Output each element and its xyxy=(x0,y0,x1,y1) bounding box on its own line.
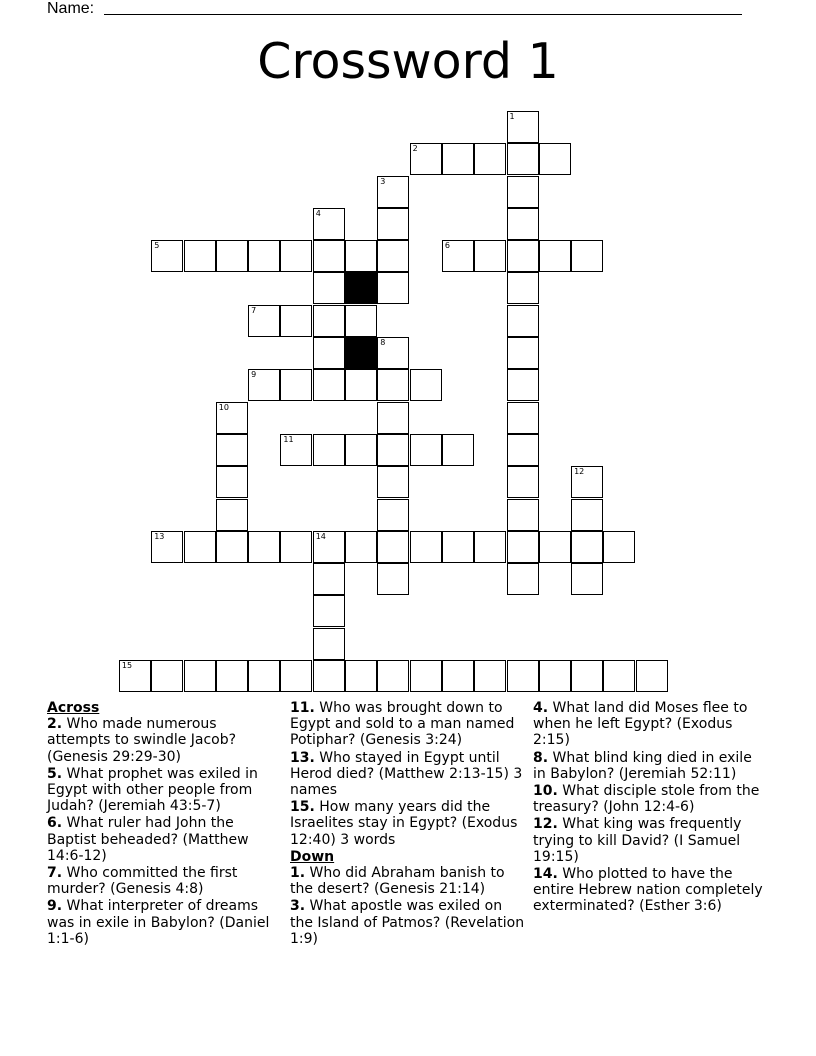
grid-cell[interactable] xyxy=(539,531,571,563)
grid-cell[interactable] xyxy=(636,660,668,692)
grid-cell[interactable] xyxy=(507,434,539,466)
grid-cell[interactable] xyxy=(571,466,603,498)
grid-cell[interactable] xyxy=(151,531,183,563)
grid-cell[interactable] xyxy=(313,434,345,466)
grid-cell[interactable] xyxy=(248,531,280,563)
grid-cell[interactable] xyxy=(377,531,409,563)
grid-cell[interactable] xyxy=(377,369,409,401)
grid-cell[interactable] xyxy=(507,337,539,369)
black-cell xyxy=(345,272,377,304)
section-heading-across: Across xyxy=(47,700,100,716)
clue-item xyxy=(533,783,769,815)
clue-item-number: 13. xyxy=(290,749,315,766)
grid-cell[interactable] xyxy=(507,143,539,175)
grid-cell[interactable] xyxy=(313,563,345,595)
grid-cell[interactable] xyxy=(216,466,248,498)
grid-cell[interactable] xyxy=(216,531,248,563)
grid-cell[interactable] xyxy=(184,240,216,272)
grid-cell[interactable] xyxy=(539,143,571,175)
grid-cell[interactable] xyxy=(442,143,474,175)
grid-cell[interactable] xyxy=(377,563,409,595)
grid-cell[interactable] xyxy=(474,660,506,692)
clue-item-number: 1. xyxy=(290,865,306,882)
grid-cell[interactable] xyxy=(313,337,345,369)
grid-cell[interactable] xyxy=(410,143,442,175)
clues-column-3 xyxy=(533,700,769,916)
grid-cell[interactable] xyxy=(377,176,409,208)
grid-cell[interactable] xyxy=(280,305,312,337)
clue-item-text: What king was frequently trying to kill David? (I Samuel 19:15) xyxy=(533,816,742,865)
clue-number: 7 xyxy=(251,305,257,315)
grid-cell[interactable] xyxy=(474,143,506,175)
grid-cell[interactable] xyxy=(345,369,377,401)
clue-item xyxy=(533,816,769,865)
clue-number: 11 xyxy=(283,434,294,444)
clue-number: 8 xyxy=(380,338,386,347)
clue-item-text: How many years did the Israelites stay in Egypt? (Exodus 12:40) 3 words xyxy=(290,799,518,848)
grid-cell[interactable] xyxy=(184,531,216,563)
section-heading-down: Down xyxy=(290,848,335,865)
grid-cell[interactable] xyxy=(313,660,345,692)
clue-item-text: What land did Moses flee to when he left Egypt? (Exodus 2:15) xyxy=(533,700,748,749)
clue-item xyxy=(533,866,769,915)
grid-cell[interactable] xyxy=(313,240,345,272)
grid-cell[interactable] xyxy=(313,595,345,627)
grid-cell[interactable] xyxy=(248,660,280,692)
clue-item-number: 9. xyxy=(47,898,63,915)
clue-number: 3 xyxy=(380,176,386,186)
clue-number: 13 xyxy=(154,531,165,541)
clue-item-text: Who was brought down to Egypt and sold to a man named Potiphar? (Genesis 3:24) xyxy=(290,700,515,749)
grid-cell[interactable] xyxy=(184,660,216,692)
grid-cell[interactable] xyxy=(280,434,312,466)
grid-cell[interactable] xyxy=(410,369,442,401)
grid-cell[interactable] xyxy=(377,208,409,240)
grid-cell[interactable] xyxy=(507,402,539,434)
grid-cell[interactable] xyxy=(507,208,539,240)
clue-item xyxy=(290,865,526,897)
grid-cell[interactable] xyxy=(507,660,539,692)
grid-cell[interactable] xyxy=(442,434,474,466)
clue-number: 12 xyxy=(574,467,585,477)
clue-item xyxy=(533,700,769,749)
grid-cell[interactable] xyxy=(280,660,312,692)
grid-cell[interactable] xyxy=(345,240,377,272)
grid-cell[interactable] xyxy=(507,305,539,337)
clue-number: 15 xyxy=(121,661,133,670)
clue-item-number: 11. xyxy=(290,700,315,716)
grid-cell[interactable] xyxy=(313,531,345,563)
grid-cell[interactable] xyxy=(410,660,442,692)
grid-cell[interactable] xyxy=(248,305,280,337)
grid-cell[interactable] xyxy=(377,272,409,304)
clue-item-number: 10. xyxy=(533,783,558,800)
grid-cell[interactable] xyxy=(603,531,635,563)
grid-cell[interactable] xyxy=(151,240,183,272)
clue-item-number: 15. xyxy=(290,799,315,816)
grid-cell[interactable] xyxy=(280,531,312,563)
grid-cell[interactable] xyxy=(216,499,248,531)
grid-cell[interactable] xyxy=(571,499,603,531)
grid-cell[interactable] xyxy=(280,369,312,401)
clue-item xyxy=(47,766,283,815)
clue-number: 4 xyxy=(315,208,321,218)
grid-cell[interactable] xyxy=(442,531,474,563)
clue-item-number: 14. xyxy=(533,866,558,883)
clue-item-text: Who did Abraham banish to the desert? (Genesis 21:14) xyxy=(290,865,505,898)
grid-cell[interactable] xyxy=(377,434,409,466)
clues-column-2 xyxy=(290,700,526,948)
clue-number: 6 xyxy=(444,241,450,251)
clue-item-text: Who made numerous attempts to swindle Jacob? (Genesis 29:29-30) xyxy=(47,716,237,765)
grid-cell[interactable] xyxy=(539,240,571,272)
grid-cell[interactable] xyxy=(507,531,539,563)
clue-number: 14 xyxy=(315,531,326,541)
grid-cell[interactable] xyxy=(313,208,345,240)
clue-item-number: 8. xyxy=(533,749,549,766)
page-title: Crossword 1 xyxy=(257,33,559,90)
clue-item-text: Who stayed in Egypt until Herod died? (Matthew 2:13-15) 3 names xyxy=(290,749,523,799)
grid-cell[interactable] xyxy=(571,660,603,692)
clue-number: 10 xyxy=(218,402,229,412)
clue-item-text: Who plotted to have the entire Hebrew nation completely exterminated? (Esther 3:6) xyxy=(533,866,763,915)
grid-cell[interactable] xyxy=(280,240,312,272)
grid-cell[interactable] xyxy=(216,240,248,272)
grid-cell[interactable] xyxy=(216,402,248,434)
grid-cell[interactable] xyxy=(442,240,474,272)
grid-cell[interactable] xyxy=(248,369,280,401)
grid-cell[interactable] xyxy=(507,111,539,143)
grid-cell[interactable] xyxy=(507,240,539,272)
grid-cell[interactable] xyxy=(377,240,409,272)
grid-cell[interactable] xyxy=(571,531,603,563)
clue-item-text: What ruler had John the Baptist beheaded? (Matthew 14:6-12) xyxy=(47,815,249,864)
grid-cell[interactable] xyxy=(345,531,377,563)
clue-item-text: What prophet was exiled in Egypt with other people from Judah? (Jeremiah 43:5-7) xyxy=(47,765,258,815)
clue-item-number: 5. xyxy=(47,765,63,782)
clues-column-1 xyxy=(47,700,283,948)
grid-cell[interactable] xyxy=(313,628,345,660)
clue-item-text: What blind king died in exile in Babylon? (Jeremiah 52:11) xyxy=(533,749,752,782)
grid-cell[interactable] xyxy=(507,466,539,498)
grid-cell[interactable] xyxy=(474,531,506,563)
grid-cell[interactable] xyxy=(507,499,539,531)
grid-cell[interactable] xyxy=(151,660,183,692)
grid-cell[interactable] xyxy=(377,402,409,434)
clue-item xyxy=(290,799,526,848)
clue-item-text: What interpreter of dreams was in exile in Babylon? (Daniel 1:1-6) xyxy=(47,898,270,947)
clue-number: 9 xyxy=(251,370,257,380)
clue-item xyxy=(290,700,526,749)
grid-cell[interactable] xyxy=(377,660,409,692)
grid-cell[interactable] xyxy=(474,240,506,272)
grid-cell[interactable] xyxy=(507,272,539,304)
grid-cell[interactable] xyxy=(507,369,539,401)
clue-item xyxy=(533,750,769,782)
clue-number: 1 xyxy=(509,111,515,121)
clue-item xyxy=(47,898,283,947)
grid-cell[interactable] xyxy=(410,531,442,563)
grid-cell[interactable] xyxy=(345,660,377,692)
black-cell xyxy=(345,337,377,369)
clue-item xyxy=(47,815,283,864)
clue-item-number: 12. xyxy=(533,816,558,833)
grid-cell[interactable] xyxy=(377,337,409,369)
clue-item-text: Who committed the first murder? (Genesis 4:8) xyxy=(47,865,238,898)
grid-cell[interactable] xyxy=(571,240,603,272)
grid-cell[interactable] xyxy=(539,660,571,692)
clue-number: 5 xyxy=(154,241,160,251)
clue-item xyxy=(290,898,526,947)
grid-cell[interactable] xyxy=(345,434,377,466)
grid-cell[interactable] xyxy=(410,434,442,466)
grid-cell[interactable] xyxy=(377,499,409,531)
grid-cell[interactable] xyxy=(216,660,248,692)
clue-item-text: What apostle was exiled on the Island of Patmos? (Revelation 1:9) xyxy=(290,898,525,947)
grid-cell[interactable] xyxy=(603,660,635,692)
grid-cell[interactable] xyxy=(119,660,151,692)
grid-cell[interactable] xyxy=(216,434,248,466)
clue-item xyxy=(47,716,283,765)
grid-cell[interactable] xyxy=(442,660,474,692)
grid-cell[interactable] xyxy=(313,369,345,401)
grid-cell[interactable] xyxy=(345,305,377,337)
clue-item xyxy=(290,750,526,799)
grid-cell[interactable] xyxy=(313,272,345,304)
grid-cell[interactable] xyxy=(248,240,280,272)
grid-cell[interactable] xyxy=(377,466,409,498)
name-label: Name: xyxy=(47,0,95,17)
clue-item-number: 2. xyxy=(47,716,63,733)
grid-cell[interactable] xyxy=(507,176,539,208)
clue-item-number: 6. xyxy=(47,815,63,832)
clue-item-text: What disciple stole from the treasury? (John 12:4-6) xyxy=(533,783,760,816)
clue-item xyxy=(47,865,283,897)
grid-cell[interactable] xyxy=(571,563,603,595)
clue-item-number: 7. xyxy=(47,865,63,882)
grid-cell[interactable] xyxy=(313,305,345,337)
clue-item-number: 3. xyxy=(290,898,306,915)
grid-cell[interactable] xyxy=(507,563,539,595)
clue-number: 2 xyxy=(412,144,418,154)
clue-item-number: 4. xyxy=(533,700,549,716)
